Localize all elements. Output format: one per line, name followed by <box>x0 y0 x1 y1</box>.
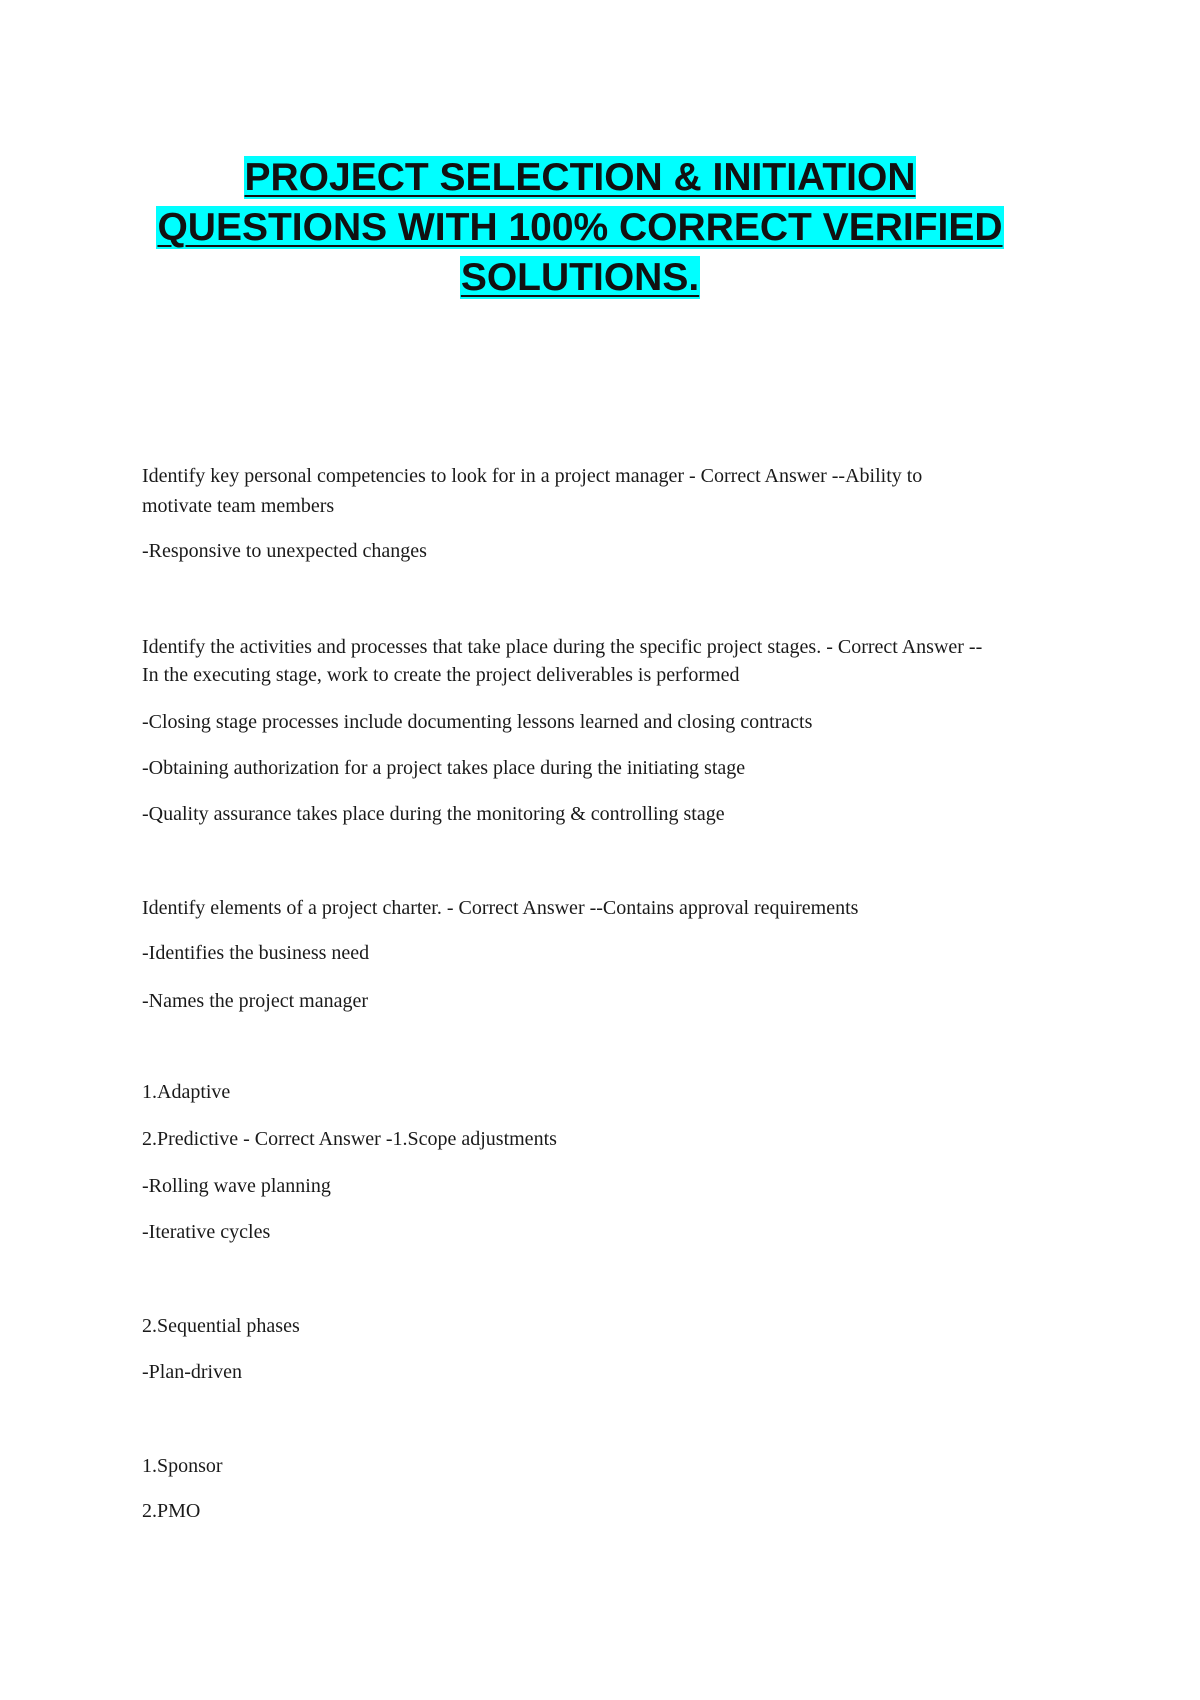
answer-item: -Rolling wave planning <box>142 1175 331 1197</box>
title-line: SOLUTIONS. <box>460 256 700 299</box>
answer-item: -Plan-driven <box>142 1361 242 1383</box>
question-text: 2.Predictive - Correct Answer -1.Scope adjustments <box>142 1128 557 1150</box>
question-text: Identify elements of a project charter. - Correct Answer --Contains approval requirements <box>142 897 859 919</box>
answer-text: In the executing stage, work to create the project deliverables is performed <box>142 664 740 686</box>
title-line: QUESTIONS WITH 100% CORRECT VERIFIED <box>157 206 1003 249</box>
answer-item: -Quality assurance takes place during the monitoring & controlling stage <box>142 803 725 825</box>
question-text: 1.Sponsor <box>142 1455 223 1477</box>
answer-item: -Names the project manager <box>142 990 369 1012</box>
answer-item: -Closing stage processes include documenting lessons learned and closing contracts <box>142 711 813 733</box>
answer-item: -Iterative cycles <box>142 1221 271 1243</box>
answer-item: -Responsive to unexpected changes <box>142 540 427 562</box>
title-line: PROJECT SELECTION & INITIATION <box>244 156 916 199</box>
question-text: Identify the activities and processes that take place during the specific project stages. - Correct Answer -- <box>142 636 983 658</box>
answer-item: 2.Sequential phases <box>142 1315 300 1337</box>
answer-item: -Identifies the business need <box>142 942 370 964</box>
question-text: 2.PMO <box>142 1500 201 1522</box>
answer-text: motivate team members <box>142 495 335 517</box>
answer-item: -Obtaining authorization for a project takes place during the initiating stage <box>142 757 746 779</box>
question-text: Identify key personal competencies to look for in a project manager - Correct Answer --Ability to <box>142 465 923 487</box>
question-text: 1.Adaptive <box>142 1081 231 1103</box>
document-title <box>0 153 1160 303</box>
